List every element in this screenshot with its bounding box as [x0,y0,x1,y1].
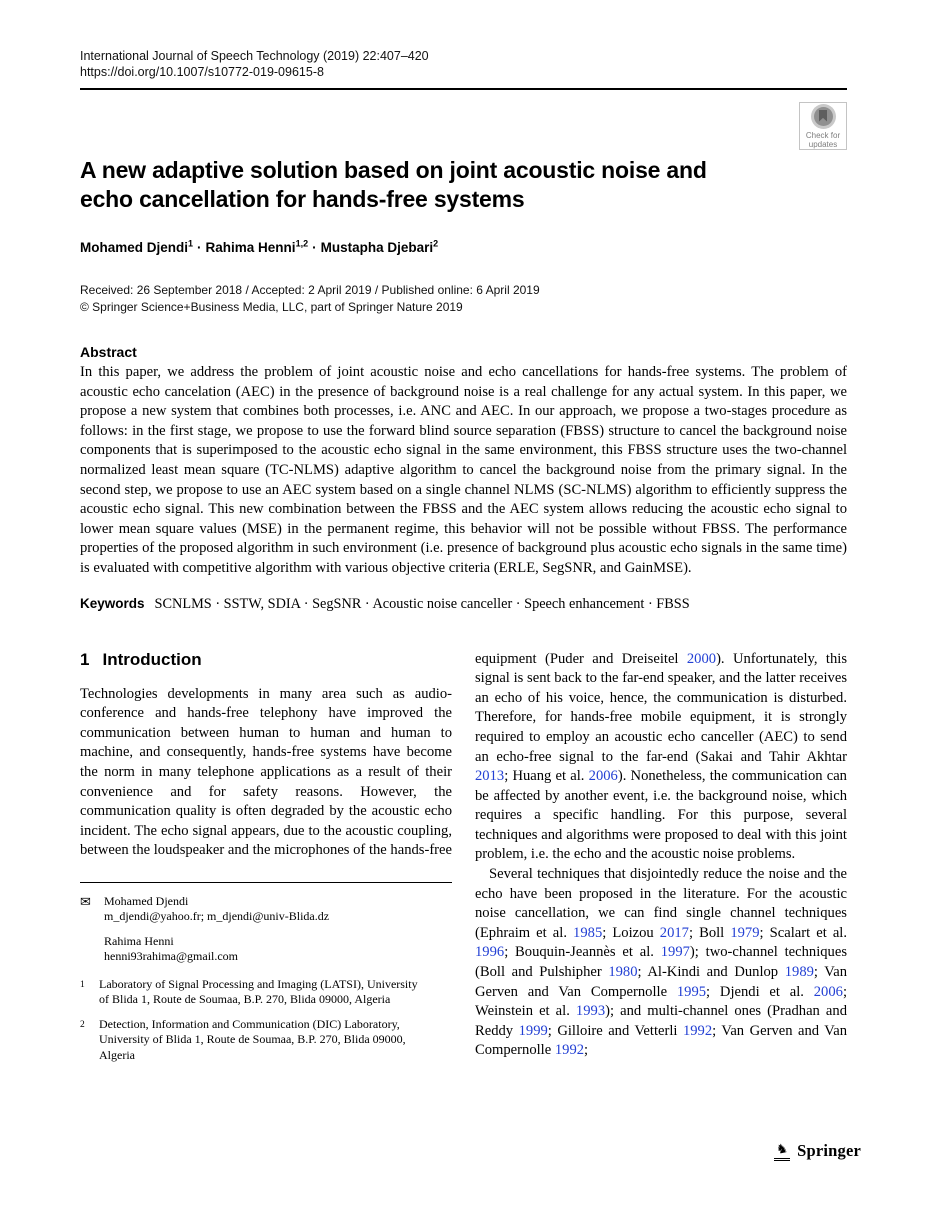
citation-year-link[interactable]: 1995 [676,983,707,1000]
copyright-line: © Springer Science+Business Media, LLC, part of Springer Nature 2019 [80,299,463,314]
citation-year-link[interactable]: 1979 [730,924,760,941]
author-affiliation-marker: 1,2 [295,238,309,249]
affiliation-marker: 1 [80,979,85,990]
bookmark-icon [819,110,827,122]
journal-title-line: International Journal of Speech Technology (2019) 22:407–420 [80,49,429,63]
body-text: ); two-channel techniques (Boll and Pulshipher [475,944,847,981]
body-text: ; Gilloire and Vetterli [547,1022,683,1039]
check-for-updates-label: Check for updates [805,130,841,149]
keywords-label: Keywords [80,595,145,611]
body-text: ). Unfortunately, this signal is sent back to the far-end speaker, and the latter receives an echo of his voice, hence, the communication is disturbed. Therefore, for hands-free mobile equipment, it is strongly required to employ an acoustic echo canceller (AEC) to send an echo-free signal to the far-end (Sakai and Tahir Akhtar [475,650,847,765]
intro-paragraph-left: Technologies developments in many area such as audio-conference and hands-free telephony have improved the communication between human to human and human to machine, and consequently, hands-free systems have become the norm in many telephone applications as a result of their convenience and for safety reasons. However, the communication quality is often degraded by the acoustic echo incident. The echo signal appears, due to the acoustic coupling, between the loudspeaker and the microphones of the hands-free [80,685,452,859]
springer-wordmark: Springer [797,1141,861,1160]
paper-title: A new adaptive solution based on joint acoustic noise and echo cancellation for hands-free systems [80,157,707,212]
correspondence-email[interactable]: m_djendi@yahoo.fr; m_djendi@univ-Blida.dz [104,909,330,924]
citation-year-link[interactable]: 2017 [659,924,689,941]
affiliation-item [80,977,452,1008]
body-text: ; Van Gerven and Van Compernolle [475,964,847,1000]
citation-year-link[interactable]: 1985 [573,924,603,941]
body-text: ); and multi-channel ones (Pradhan and Reddy [475,1003,847,1039]
affiliation-text: Laboratory of Signal Processing and Imaging (LATSI), University of Blida 1, Route de Soumaa, B.P. 270, Blida 09000, Algeria [99,976,418,1007]
body-text: ; Bouquin-Jeannès et al. [504,944,661,961]
citation-year-link[interactable]: 2006 [588,768,618,785]
body-text: ; Huang et al. [504,768,589,785]
author-name[interactable]: Mohamed Djendi$^1$ [80,238,194,255]
keywords-line [80,596,847,613]
body-text: ; Al-Kindi and Dunlop [637,964,785,981]
keywords-text: SCNLMS · SSTW, SDIA · SegSNR · Acoustic noise canceller · Speech enhancement · FBSS [154,595,690,612]
abstract-heading: Abstract [80,344,137,360]
footnote-divider [80,882,452,883]
correspondence-email[interactable]: henni93rahima@gmail.com [104,949,239,964]
author-name[interactable]: Rahima Henni$^{1,2}$ [205,238,309,255]
citation-year-link[interactable]: 2000 [686,650,717,667]
author-affiliation-marker: 1 [188,238,194,249]
correspondence-entry [104,894,329,925]
section-heading-introduction: 1 Introduction [80,649,202,669]
correspondence-name: Rahima Henni [104,933,174,948]
abstract-text: In this paper, we address the problem of joint acoustic noise and echo cancellations for hands-free systems. The problem of acoustic echo cancelation (AEC) in the presence of background noise is a real challenge for any actual system. In this paper, we propose a new system that combines both processes, i.e. ANC and AEC. In our approach, we propose a two-stages procedure as follows: in the first stage, we propose to use the forward blind source separation (FBSS) structure to cancel the background noise components that is superimposed to the acoustic echo signal in the same environment, this FBSS structure uses the two-channel normalized least mean square (TC-NLMS) adaptive algorithm to cancel the background noise from the primary signal. In the second step, we propose to use an AEC system based on a single channel NLMS (SC-NLMS) algorithm to efficiently suppress the acoustic echo signal. This new combination between the FBSS and the AEC system allows reducing the acoustic echo signal to lower mean square values (MSE) in the permanent regime, this behavior will not be possible without FBSS. The performance properties of the proposed algorithm in such environment (i.e. presence of background plus acoustic echo signals in the same time) is evaluated with competitive algorithm with various objective criteria (ERLE, SegSNR, and GainMSE). [80,364,847,576]
citation-year-link[interactable]: 1980 [608,964,638,981]
correspondence-name: Mohamed Djendi [104,893,189,908]
affiliation-item [80,1017,452,1064]
author-affiliation-marker: 2 [433,238,439,249]
doi-link[interactable]: https://doi.org/10.1007/s10772-019-09615-8 [80,65,324,79]
body-text: ). Nonetheless, the communication can be affected by another event, i.e. the background noise, which requires a specific handling. For this purpose, several techniques and algorithms were proposed to deal with this joint problem, i.e. the echo and the acoustic noise problems. [475,768,847,863]
citation-year-link[interactable]: 1999 [518,1022,548,1039]
body-text: ; Djendi et al. [706,983,814,1000]
crossmark-icon [811,104,836,129]
left-column [80,650,452,1073]
citation-year-link[interactable]: 1996 [475,944,505,961]
body-text: ; Van Gerven and Van Compernolle [475,1022,847,1059]
intro-paragraph-right-2 [475,865,847,1061]
right-column [475,650,847,1073]
springer-knight-icon: ♞ [773,1141,791,1161]
received-accepted-published-line: Received: 26 September 2018 / Accepted: 2 April 2019 / Published online: 6 April 2019 [80,283,540,297]
author-separator: · [197,240,202,255]
citation-year-link[interactable]: 1992 [554,1042,585,1059]
body-text: Several techniques that disjointedly reduce the noise and the echo have been proposed in the literature. For the acoustic noise cancellation, we can find single channel techniques (Ephraim et al. [475,866,847,941]
body-text: ; Loizou [602,924,660,941]
affiliation-text: Detection, Information and Communication (DIC) Laboratory, University of Blida 1, Route de Soumaa, B.P. 270, Blida 09000, Algeria [99,1016,406,1062]
body-text: ; Boll [688,924,731,941]
envelope-icon: ✉ [80,893,91,909]
intro-paragraph-right-1 [475,650,847,866]
author-name[interactable]: Mustapha Djebari$^2$ [320,238,439,255]
citation-year-link[interactable]: 1989 [784,964,814,981]
body-text: ; [584,1042,589,1059]
citation-year-link[interactable]: 1993 [575,1003,606,1020]
springer-logo [773,1141,861,1161]
footnote-block [80,882,452,1064]
check-for-updates-badge[interactable] [799,102,847,150]
header-divider [80,88,847,90]
body-text: ; Weinstein et al. [475,983,847,1020]
author-list [80,240,847,255]
correspondence-entry [104,934,238,965]
body-text: ; Scalart et al. [759,924,847,941]
citation-year-link[interactable]: 1992 [682,1022,713,1039]
affiliation-marker: 2 [80,1019,85,1030]
author-separator: · [312,240,317,255]
body-text: equipment (Puder and Dreiseitel [475,650,687,667]
citation-year-link[interactable]: 2006 [813,983,843,1000]
citation-year-link[interactable]: 1997 [660,944,690,961]
citation-year-link[interactable]: 2013 [475,768,505,785]
